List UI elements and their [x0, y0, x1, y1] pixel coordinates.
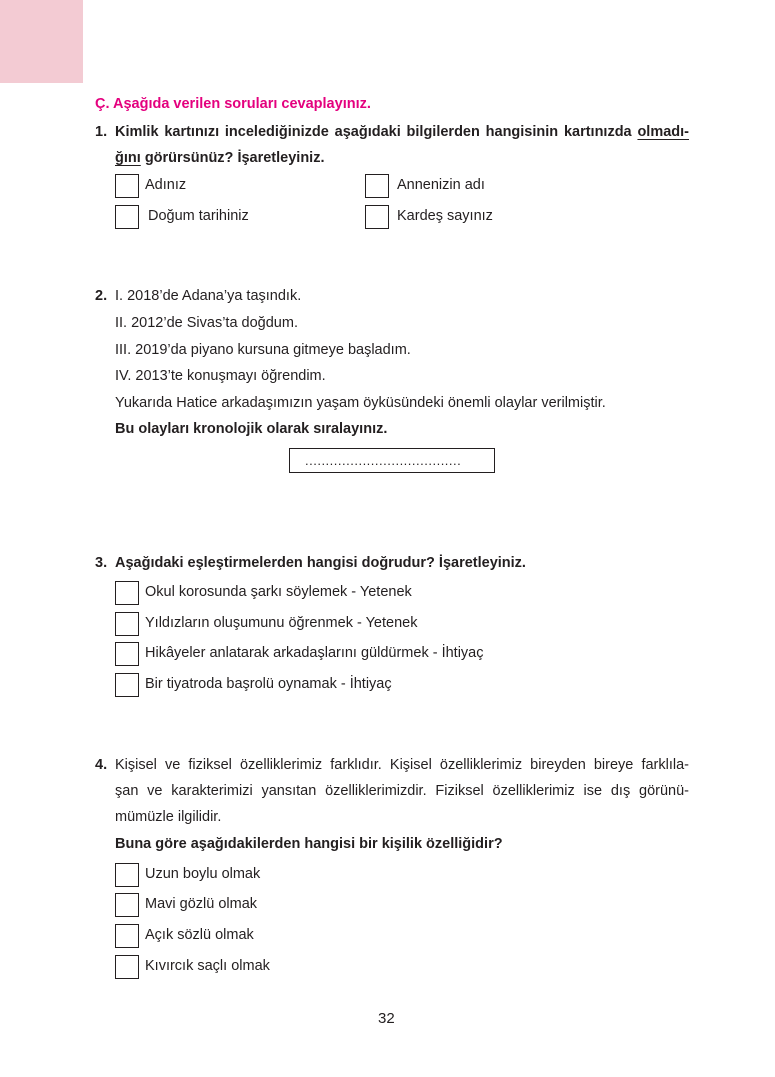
q2-line-1: I. 2018’de Adana’ya taşındık. [115, 288, 302, 304]
q3-checkbox-3[interactable] [115, 642, 139, 666]
q2-line-5: Yukarıda Hatice arkadaşımızın yaşam öyküsündeki önemli olaylar verilmiştir. [115, 395, 606, 411]
q3-checkbox-2[interactable] [115, 612, 139, 636]
q1-number: 1. [95, 124, 108, 140]
q1-text-part2: görürsünüz? İşaretleyiniz. [144, 150, 325, 166]
q1-checkbox-4[interactable] [365, 205, 389, 229]
q4-paragraph-line-1: Kişisel ve fiziksel özelliklerimiz farklıdır. Kişisel özelliklerimiz bireyden bireye farklıla- [115, 757, 689, 773]
q2-number: 2. [95, 288, 108, 304]
q3-checkbox-1[interactable] [115, 581, 139, 605]
q1-checkbox-3[interactable] [115, 205, 139, 229]
page-number: 32 [378, 1010, 395, 1027]
q1-option-1: Adınız [145, 177, 187, 193]
q3-number: 3. [95, 555, 108, 571]
q4-question: Buna göre aşağıdakilerden hangisi bir kişilik özelliğidir? [115, 836, 503, 852]
corner-decoration [0, 0, 83, 83]
q3-option-1: Okul korosunda şarkı söylemek - Yetenek [145, 584, 412, 600]
q2-line-2: II. 2012’de Sivas’ta doğdum. [115, 315, 298, 331]
q4-option-1: Uzun boylu olmak [145, 866, 261, 882]
q4-checkbox-2[interactable] [115, 893, 139, 917]
q3-option-4: Bir tiyatroda başrolü oynamak - İhtiyaç [145, 676, 392, 692]
q2-line-3: III. 2019’da piyano kursuna gitmeye başladım. [115, 342, 411, 358]
q4-number: 4. [95, 757, 108, 773]
q2-question: Bu olayları kronolojik olarak sıralayınız. [115, 421, 388, 437]
q1-underlined-1: olmadı- [637, 124, 690, 140]
q1-text-part1: Kimlik kartınızı incelediğinizde aşağıdaki bilgilerden hangisinin kartınızda [115, 124, 632, 140]
q4-checkbox-4[interactable] [115, 955, 139, 979]
section-heading: Ç. Aşağıda verilen soruları cevaplayınız. [95, 96, 371, 112]
q2-answer-placeholder: ...................................... [305, 453, 462, 468]
q4-option-2: Mavi gözlü olmak [145, 896, 258, 912]
q1-option-4: Kardeş sayınız [397, 208, 493, 224]
q3-checkbox-4[interactable] [115, 673, 139, 697]
q4-option-4: Kıvırcık saçlı olmak [145, 958, 270, 974]
q1-checkbox-2[interactable] [365, 174, 389, 198]
q1-option-2: Annenizin adı [397, 177, 485, 193]
q3-question: Aşağıdaki eşleştirmelerden hangisi doğrudur? İşaretleyiniz. [115, 555, 526, 571]
q3-option-3: Hikâyeler anlatarak arkadaşlarını güldürmek - İhtiyaç [145, 645, 484, 661]
q4-paragraph-line-2: şan ve karakterimizi yansıtan özelliklerimizdir. Fiziksel özelliklerimiz ise dış görünü- [115, 783, 689, 799]
q4-option-3: Açık sözlü olmak [145, 927, 254, 943]
q1-underlined-2: ğını [115, 150, 141, 166]
q1-text-line2 [115, 150, 324, 166]
q1-text-line1 [115, 124, 689, 140]
q4-paragraph-line-3: mümüzle ilgilidir. [115, 809, 222, 825]
q2-line-4: IV. 2013’te konuşmayı öğrendim. [115, 368, 326, 384]
q3-option-2: Yıldızların oluşumunu öğrenmek - Yetenek [145, 615, 418, 631]
q1-option-3: Doğum tarihiniz [148, 208, 249, 224]
q1-checkbox-1[interactable] [115, 174, 139, 198]
q4-checkbox-3[interactable] [115, 924, 139, 948]
q4-checkbox-1[interactable] [115, 863, 139, 887]
